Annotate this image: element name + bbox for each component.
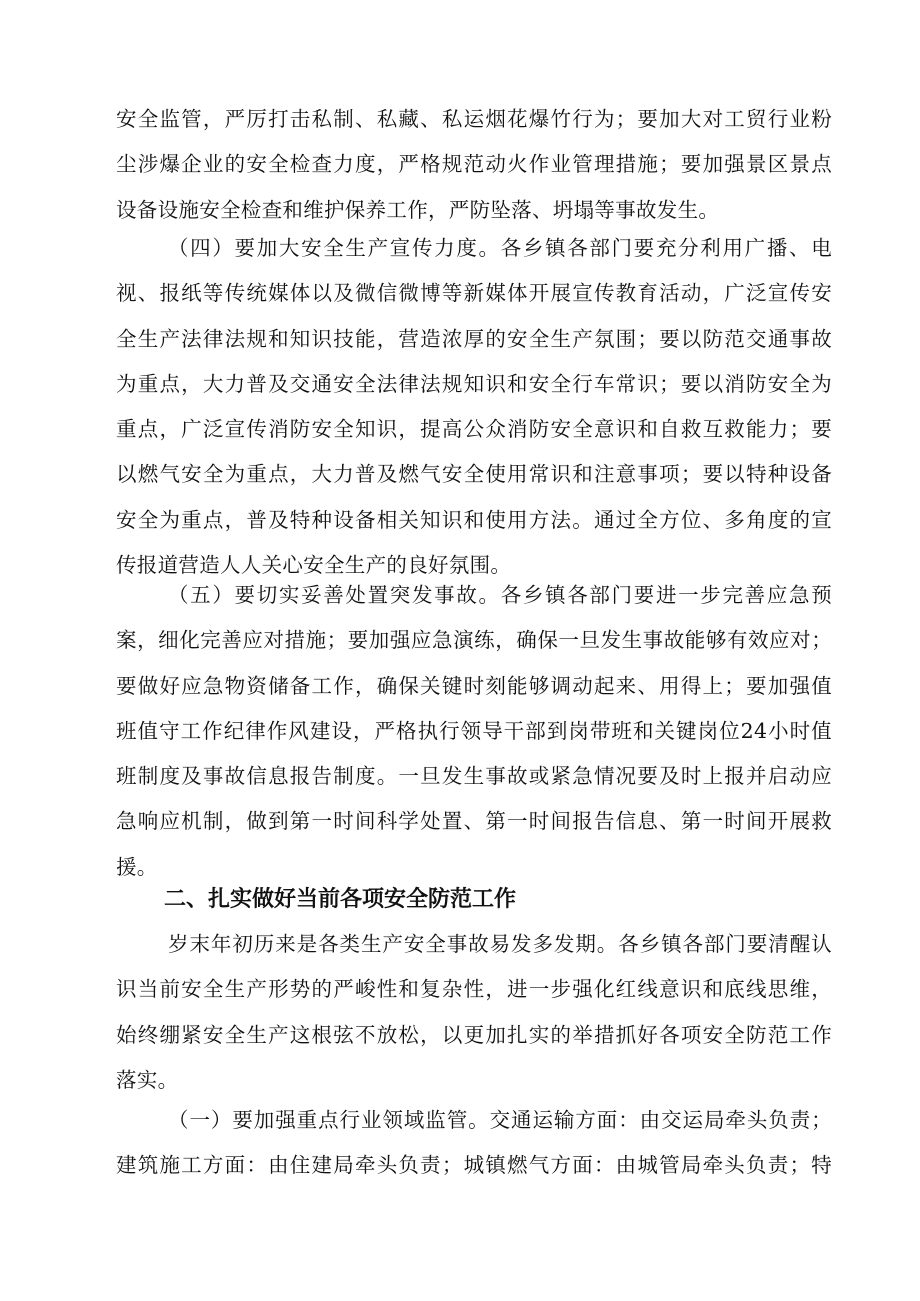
paragraph-line: 重点，广泛宣传消防安全知识，提高公众消防安全意识和自救互救能力；要	[116, 417, 832, 442]
paragraph-line: 以燃气安全为重点，大力普及燃气安全使用常识和注意事项；要以特种设备	[116, 462, 832, 487]
paragraph-line: （一）要加强重点行业领域监管。交通运输方面：由交运局牵头负责；	[168, 1108, 832, 1132]
paragraph-line: 设备设施安全检查和维护保养工作，严防坠落、坍塌等事故发生。	[116, 197, 720, 222]
paragraph-5-emergency	[116, 573, 832, 890]
paragraph-line: 落实。	[116, 1067, 179, 1092]
paragraph-line: 全生产法律法规和知识技能，营造浓厚的安全生产氛围；要以防范交通事故	[116, 326, 832, 351]
paragraph-line: 安全为重点，普及特种设备相关知识和使用方法。通过全方位、多角度的宣	[116, 507, 832, 532]
paragraph-line: 援。	[116, 854, 158, 879]
paragraph-intro-continuation	[116, 97, 832, 233]
paragraph-line: 始终绷紧安全生产这根弦不放松，以更加扎实的举措抓好各项安全防范工作	[116, 1022, 832, 1047]
paragraph-line: 尘涉爆企业的安全检查力度，严格规范动火作业管理措施；要加强景区景点	[116, 152, 832, 177]
paragraph-line: （五）要切实妥善处置突发事故。各乡镇各部门要进一步完善应急预	[168, 583, 832, 607]
paragraph-line: 班制度及事故信息报告制度。一旦发生事故或紧急情况要及时上报并启动应	[116, 764, 832, 789]
paragraph-line: 为重点，大力普及交通安全法律法规知识和安全行车常识；要以消防安全为	[116, 371, 832, 396]
paragraph-line: 建筑施工方面：由住建局牵头负责；城镇燃气方面：由城管局牵头负责；特	[116, 1153, 832, 1178]
paragraph-line: 急响应机制，做到第一时间科学处置、第一时间报告信息、第一时间开展救	[116, 809, 832, 834]
paragraph-line: （四）要加大安全生产宣传力度。各乡镇各部门要充分利用广播、电	[168, 236, 832, 260]
paragraph-line: 识当前安全生产形势的严峻性和复杂性，进一步强化红线意识和底线思维，	[116, 977, 832, 1002]
paragraph-line: 传报道营造人人关心安全生产的良好氛围。	[116, 553, 512, 578]
paragraph-1-supervision	[116, 1098, 832, 1189]
paragraph-line: 要做好应急物资储备工作，确保关键时刻能够调动起来、用得上；要加强值	[116, 673, 832, 698]
paragraph-line: 视、报纸等传统媒体以及微信微博等新媒体开展宣传教育活动，广泛宣传安	[116, 281, 832, 306]
paragraph-4-publicity	[116, 226, 832, 588]
paragraph-line: 班值守工作纪律作风建设，严格执行领导干部到岗带班和关键岗位24小时值	[116, 718, 832, 743]
section-heading: 二、扎实做好当前各项安全防范工作	[164, 887, 517, 912]
paragraph-line: 安全监管，严厉打击私制、私藏、私运烟花爆竹行为；要加大对工贸行业粉	[116, 107, 832, 131]
paragraph-section-intro	[116, 922, 832, 1103]
paragraph-line: 岁末年初历来是各类生产安全事故易发多发期。各乡镇各部门要清醒认	[168, 932, 832, 956]
paragraph-line: 案，细化完善应对措施；要加强应急演练，确保一旦发生事故能够有效应对；	[116, 628, 832, 653]
